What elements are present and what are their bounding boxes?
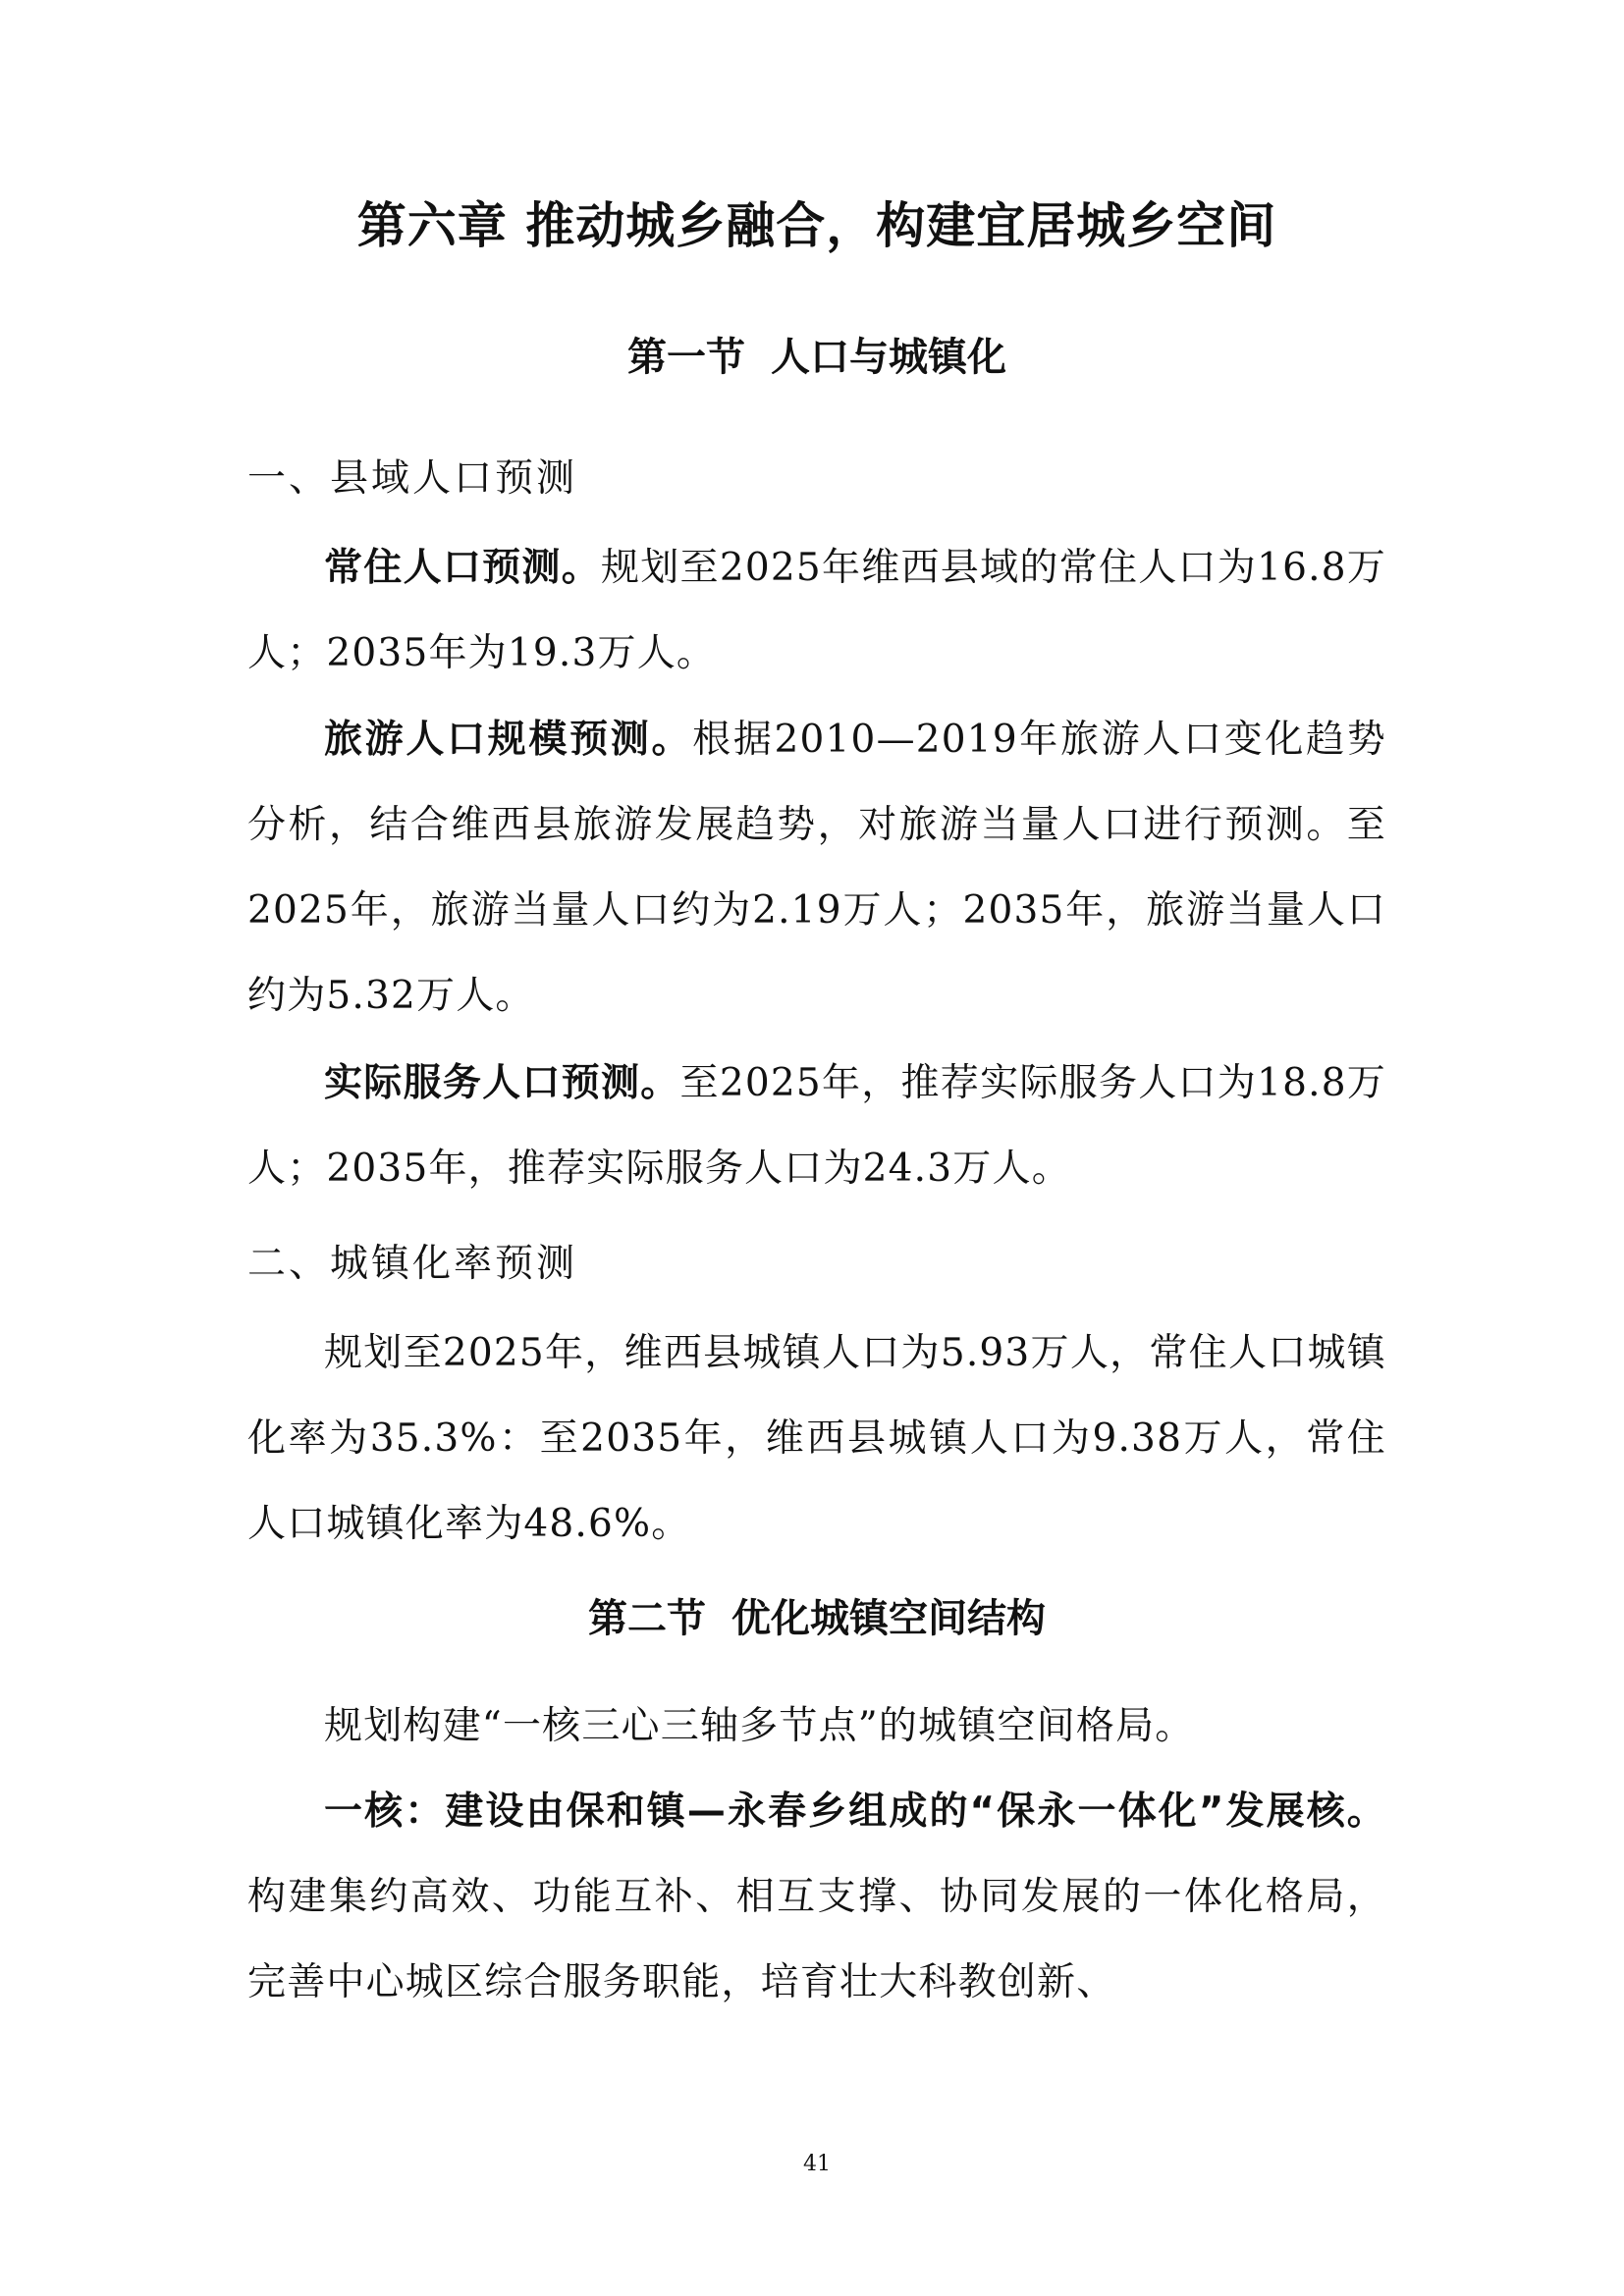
- paragraph-lead: 实际服务人口预测。: [324, 1061, 680, 1105]
- paragraph-lead: 常住人口预测。: [324, 546, 601, 590]
- paragraph-urbanization-rate: [247, 1310, 1386, 1567]
- paragraph-text: 规划至2025年，维西县城镇人口为5.93万人，常住人口城镇化率为35.3%：至2035年，维西县城镇人口为9.38万人，常住人口城镇化率为48.6%。: [247, 1331, 1386, 1546]
- document-page: [247, 0, 1386, 2296]
- subsection-heading-1: 一、县域人口预测: [247, 456, 578, 501]
- section-title-2: [247, 1595, 1386, 1642]
- paragraph-one-core: [247, 1769, 1386, 2025]
- section-name: 人口与城镇化: [771, 335, 1006, 380]
- paragraph-lead: 旅游人口规模预测。: [324, 718, 693, 762]
- paragraph-service-population: [247, 1041, 1386, 1211]
- paragraph-text: 根据2010—2019年旅游人口变化趋势分析，结合维西县旅游发展趋势，对旅游当量人口进行预测。至2025年，旅游当量人口约为2.19万人；2035年，旅游当量人口约为5.32万人。: [247, 718, 1386, 1018]
- section-title-1: [247, 334, 1386, 381]
- paragraph-text: 至2025年，推荐实际服务人口为18.8万人；2035年，推荐实际服务人口为24.3万人。: [247, 1061, 1386, 1191]
- paragraph-tourism-population: [247, 697, 1386, 1039]
- section-number: 第一节: [627, 335, 745, 380]
- paragraph-resident-population: [247, 525, 1386, 696]
- page-number: 41: [803, 2152, 831, 2176]
- paragraph-text: 规划至2025年维西县域的常住人口为16.8万人；2035年为19.3万人。: [247, 546, 1386, 675]
- paragraph-text: 规划构建“一核三心三轴多节点”的城镇空间格局。: [324, 1704, 1195, 1748]
- section-number: 第二节: [588, 1596, 706, 1641]
- subsection-heading-2: 二、城镇化率预测: [247, 1242, 578, 1286]
- paragraph-text: 构建集约高效、功能互补、相互支撑、协同发展的一体化格局，完善中心城区综合服务职能，培育壮大科教创新、: [247, 1875, 1386, 2004]
- section-name: 优化城镇空间结构: [731, 1596, 1046, 1641]
- chapter-title: 第六章 推动城乡融合，构建宜居城乡空间: [356, 197, 1277, 254]
- paragraph-spatial-pattern: [247, 1683, 1386, 1769]
- paragraph-lead: 一核：建设由保和镇—永春乡组成的“保永一体化”发展核。: [324, 1789, 1386, 1834]
